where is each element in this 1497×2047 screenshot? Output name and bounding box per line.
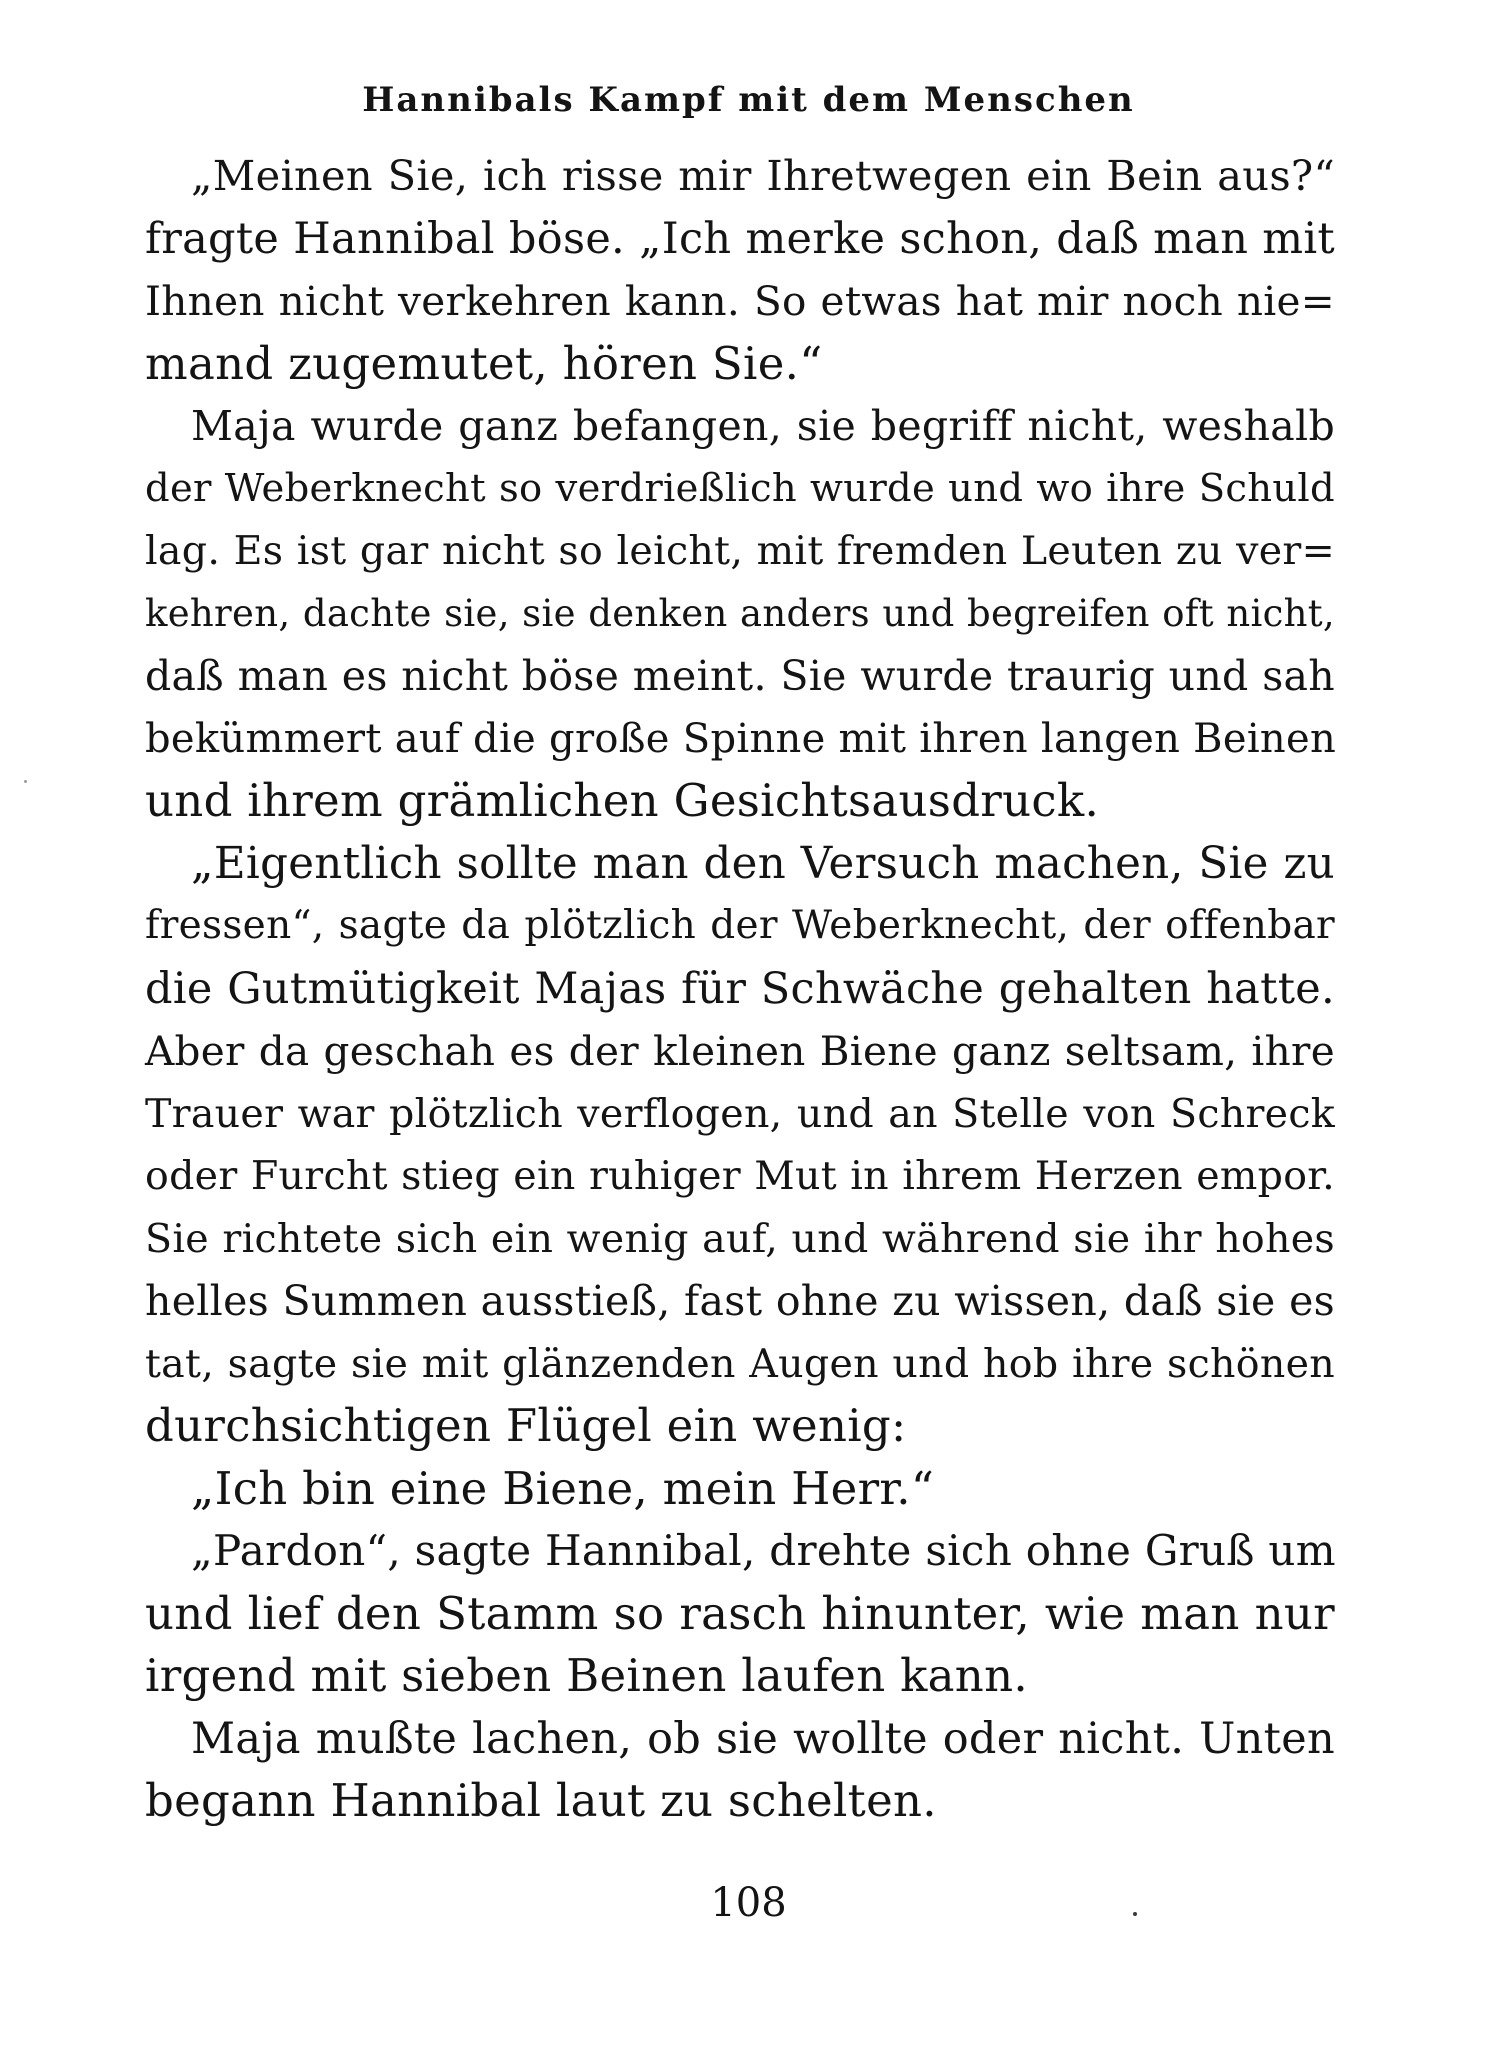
text-line: fressen“, sagte da plötzlich der Weberknecht, der offenbar xyxy=(145,903,1335,948)
text-line: „Meinen Sie, ich risse mir Ihretwegen ein Bein aus?“ xyxy=(191,151,1335,200)
scan-speck xyxy=(24,780,27,783)
text-line: bekümmert auf die große Spinne mit ihren langen Beinen xyxy=(145,715,1337,762)
page-number: 108 xyxy=(710,1880,787,1926)
text-line: der Weberknecht so verdrießlich wurde und wo ihre Schuld xyxy=(145,465,1335,511)
text-line: Sie richtete sich ein wenig auf, und während sie ihr hohes xyxy=(145,1215,1335,1262)
text-line: und lief den Stamm so rasch hinunter, wie man nur xyxy=(145,1586,1335,1640)
text-line: oder Furcht stieg ein ruhiger Mut in ihrem Herzen empor. xyxy=(145,1153,1335,1199)
text-line: kehren, dachte sie, sie denken anders und begreifen oft nicht, xyxy=(145,591,1335,635)
text-line: „Ich bin eine Biene, mein Herr.“ xyxy=(191,1461,935,1515)
text-line: Maja wurde ganz befangen, sie begriff nicht, weshalb xyxy=(191,402,1335,450)
text-line: fragte Hannibal böse. „Ich merke schon, daß man mit xyxy=(145,213,1335,264)
text-line: begann Hannibal laut zu schelten. xyxy=(145,1774,937,1827)
text-line: irgend mit sieben Beinen laufen kann. xyxy=(145,1649,1028,1702)
text-line: „Eigentlich sollte man den Versuch machen, Sie zu xyxy=(191,838,1335,889)
text-line: Ihnen nicht verkehren kann. So etwas hat mir noch nie= xyxy=(145,277,1335,325)
text-line: durchsichtigen Flügel ein wenig: xyxy=(145,1399,907,1452)
text-line: Trauer war plötzlich verflogen, und an Stelle von Schreck xyxy=(145,1090,1335,1137)
text-line: daß man es nicht böse meint. Sie wurde traurig und sah xyxy=(145,652,1335,700)
scan-speck xyxy=(1133,1912,1137,1916)
text-line: die Gutmütigkeit Majas für Schwäche gehalten hatte. xyxy=(145,963,1335,1014)
text-line: mand zugemutet, hören Sie.“ xyxy=(145,336,823,390)
text-line: lag. Es ist gar nicht so leicht, mit fremden Leuten zu ver= xyxy=(145,528,1335,574)
text-line: und ihrem grämlichen Gesichtsausdruck. xyxy=(145,774,1100,827)
text-line: Aber da geschah es der kleinen Biene ganz seltsam, ihre xyxy=(145,1027,1335,1075)
running-title: Hannibals Kampf mit dem Menschen xyxy=(362,80,1135,120)
body-text xyxy=(145,145,1335,1833)
text-line: Maja mußte lachen, ob sie wollte oder nicht. Unten xyxy=(191,1713,1335,1764)
text-line: helles Summen ausstieß, fast ohne zu wissen, daß sie es xyxy=(145,1277,1335,1325)
text-line: „Pardon“, sagte Hannibal, drehte sich ohne Gruß um xyxy=(191,1526,1336,1575)
text-line: tat, sagte sie mit glänzenden Augen und hob ihre schönen xyxy=(145,1340,1335,1387)
